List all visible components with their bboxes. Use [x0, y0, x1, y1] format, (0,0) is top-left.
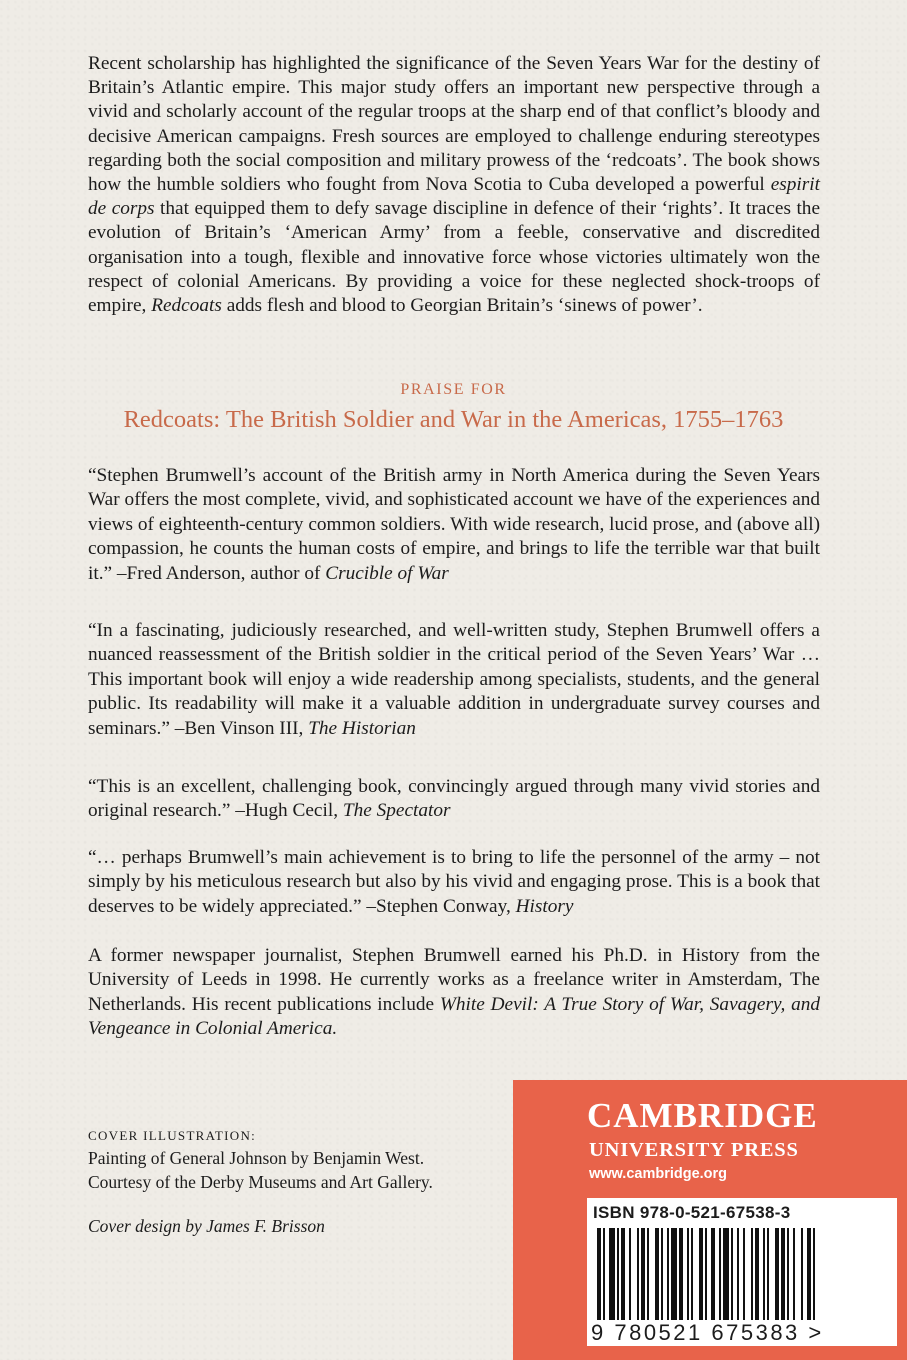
barcode-icon — [593, 1228, 889, 1320]
publisher-box — [513, 1080, 907, 1360]
barcode-digits: 9 780521 675383 > — [591, 1320, 824, 1345]
author-bio — [88, 944, 820, 1042]
blurb-text-1: Recent scholarship has highlighted the significance of the Seven Years War for the destiny of Britain’s Atlantic empire. This major study offers an important new perspective through a vivid and scholarly account of the regular troops at the sharp end of that conflict’s bloody and decisive American campaigns. Fresh sources are employed to challenge enduring stereotypes regarding both the social composition and military prowess of the ‘redcoats’. The book shows how the humble soldiers who fought from Nova Scotia to Cuba developed a powerful — [88, 53, 820, 196]
quote-source-title: The Historian — [308, 717, 416, 739]
cover-credits — [88, 1128, 508, 1237]
blurb-text-3: adds flesh and blood to Georgian Britain’s ‘sinews of power’. — [221, 295, 703, 317]
quote-source-title: The Spectator — [342, 800, 451, 822]
cover-design-credit: Cover design by James F. Brisson — [88, 1216, 325, 1236]
illustration-credit-line-1: Painting of General Johnson by Benjamin West. — [88, 1148, 425, 1168]
publisher-press: UNIVERSITY PRESS — [589, 1139, 799, 1161]
quote-source-title: History — [515, 895, 574, 917]
quote-text: “This is an excellent, challenging book, convincingly argued through many vivid stories and original research.” –Hugh Cecil, — [88, 776, 820, 822]
isbn-label: ISBN 978-0-521-67538-3 — [593, 1203, 791, 1222]
review-quote-4 — [88, 846, 820, 919]
review-quote-2 — [88, 619, 820, 741]
bio-book-title: White Devil: A True Story of War, Savagery, and Vengeance in Colonial America. — [88, 993, 820, 1040]
quote-text: “In a fascinating, judiciously researched, and well-written study, Stephen Brumwell offers a nuanced reassessment of the British soldier in the critical period of the Seven Years’ War … This important book will enjoy a wide readership among specialists, students, and the general public. Its readability will make it a valuable addition in undergraduate survey courses and seminars.” –Ben Vinson III, — [88, 620, 820, 739]
quote-source-title: Crucible of War — [325, 562, 449, 584]
bio-text: A former newspaper journalist, Stephen Brumwell earned his Ph.D. in History from the University of Leeds in 1998. He currently works as a freelance writer in Amsterdam, The Netherlands. His recent publications include — [88, 945, 820, 1015]
blurb-italic-2: Redcoats — [151, 295, 222, 317]
blurb-italic-1: espirit de corps — [88, 174, 820, 220]
isbn-panel — [587, 1198, 897, 1346]
praise-heading: PRAISE FOR — [400, 381, 507, 398]
review-quote-3 — [88, 775, 820, 824]
publisher-url: www.cambridge.org — [589, 1166, 728, 1182]
quote-text: “… perhaps Brumwell’s main achievement is to bring to life the personnel of the army – not simply by his meticulous research but also by his vivid and engaging prose. This is a book that deserves to be widely appreciated.” –Stephen Conway, — [88, 847, 820, 917]
illustration-credit-line-2: Courtesy of the Derby Museums and Art Gallery. — [88, 1172, 433, 1192]
praise-book-title: Redcoats: The British Soldier and War in the Americas, 1755–1763 — [123, 406, 784, 433]
quote-text: “Stephen Brumwell’s account of the British army in North America during the Seven Years War offers the most complete, vivid, and sophisticated account we have of the experiences and views of eighteenth-century common soldiers. With wide research, lucid prose, and (above all) compassion, he counts the human costs of empire, and brings to life the terrible war that built it.” –Fred Anderson, author of — [88, 465, 820, 584]
cover-illustration-label: COVER ILLUSTRATION: — [88, 1128, 257, 1143]
review-quote-1 — [88, 464, 820, 586]
blurb-text-2: that equipped them to defy savage discipline in defence of their ‘rights’. It traces the evolution of Britain’s ‘American Army’ from a feeble, conservative and discredited organisation into a tough, flexible and innovative force whose victories ultimately won the respect of colonial Americans. By providing a voice for these neglected shock-troops of empire, — [88, 198, 820, 317]
publisher-name: CAMBRIDGE — [587, 1096, 818, 1135]
blurb-paragraph — [88, 52, 820, 318]
